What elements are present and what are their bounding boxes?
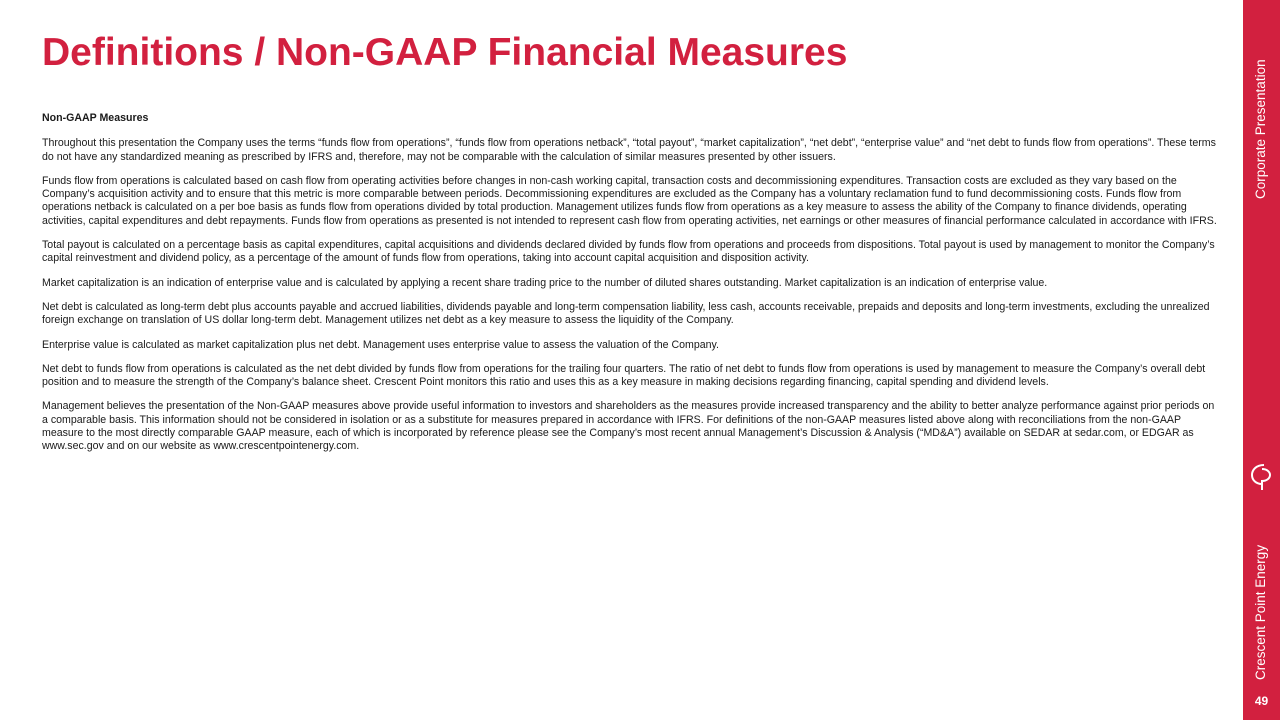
sidebar	[1243, 0, 1280, 720]
section-heading: Non-GAAP Measures	[42, 112, 149, 124]
sidebar-label-company-name: Crescent Point Energy	[1253, 544, 1268, 680]
paragraph-market-capitalization: Market capitalization is an indication of enterprise value and is calculated by applying a recent share trading price to the number of diluted shares outstanding. Market capitalization is an indication of enterprise value.	[42, 276, 1048, 289]
crescent-point-logo-icon	[1247, 460, 1277, 494]
page-title: Definitions / Non-GAAP Financial Measures	[42, 31, 848, 74]
sidebar-label-corporate-presentation: Corporate Presentation	[1253, 59, 1268, 199]
paragraph-net-debt: Net debt is calculated as long-term debt plus accounts payable and accrued liabilities, dividends payable and long-term compensation liability, less cash, accounts receivable, prepaids and deposits and long-term investments, excluding the unrealized foreign exchange on translation of US dollar long-term debt. Management utilizes net debt as a key measure to assess the liquidity of the Company.	[42, 300, 1210, 327]
paragraph-net-debt-ratio: Net debt to funds flow from operations is calculated as the net debt divided by funds flow from operations for the trailing four quarters. The ratio of net debt to funds flow from operations is used by management to measure the Company’s overall debt position and to measure the strength of the Company’s balance sheet. Crescent Point monitors this ratio and uses this as a key measure in making decisions regarding financing, capital spending and dividend levels.	[42, 362, 1206, 389]
page-number: 49	[1254, 694, 1269, 708]
paragraph-funds-flow: Funds flow from operations is calculated based on cash flow from operating activities before changes in non-cash working capital, transaction costs and decommissioning expenditures. Transaction costs are excluded as they vary based on the Company’s acquisition activity and to ensure that this metric is more comparable between periods. Decommissioning expenditures are excluded as the Company has a voluntary reclamation fund to fund decommissioning costs. Funds flow from operations netback is calculated on a per boe basis as funds flow from operations divided by total production. Management utilizes funds flow from operations as a key measure to assess the ability of the Company to finance dividends, operating activities, capital expenditures and debt repayments. Funds flow from operations as presented is not intended to represent cash flow from operating activities, net earnings or other measures of financial performance calculated in accordance with IFRS.	[42, 174, 1217, 227]
main-content	[42, 112, 1222, 465]
paragraph-management-disclosure: Management believes the presentation of the Non-GAAP measures above provide useful information to investors and shareholders as the measures provide increased transparency and the ability to better analyze performance against prior periods on a comparable basis. This information should not be considered in isolation or as a substitute for measures prepared in accordance with IFRS. For definitions of the non-GAAP measures listed above along with reconciliations from the non-GAAP measure to the most directly comparable GAAP measure, each of which is incorporated by reference please see the Company’s most recent annual Management’s Discussion & Analysis (“MD&A”) available on SEDAR at sedar.com, or EDGAR as www.sec.gov and on our website as www.crescentpointenergy.com.	[42, 400, 1215, 453]
paragraph-total-payout: Total payout is calculated on a percentage basis as capital expenditures, capital acquisitions and dividends declared divided by funds flow from operations and proceeds from dispositions. Total payout is used by management to monitor the Company’s capital reinvestment and dividend policy, as a percentage of the amount of funds flow from operations, taking into account capital acquisition and disposition activity.	[42, 239, 1215, 265]
paragraph-terms: Throughout this presentation the Company uses the terms “funds flow from operations”, “funds flow from operations netback”, “total payout”, “market capitalization”, “net debt”, “enterprise value” and “net debt to funds flow from operations”. These terms do not have any standardized meaning as prescribed by IFRS and, therefore, may not be comparable with the calculation of similar measures presented by other issuers.	[42, 137, 1216, 163]
paragraph-enterprise-value: Enterprise value is calculated as market capitalization plus net debt. Management uses enterprise value to assess the valuation of the Company.	[42, 338, 720, 351]
